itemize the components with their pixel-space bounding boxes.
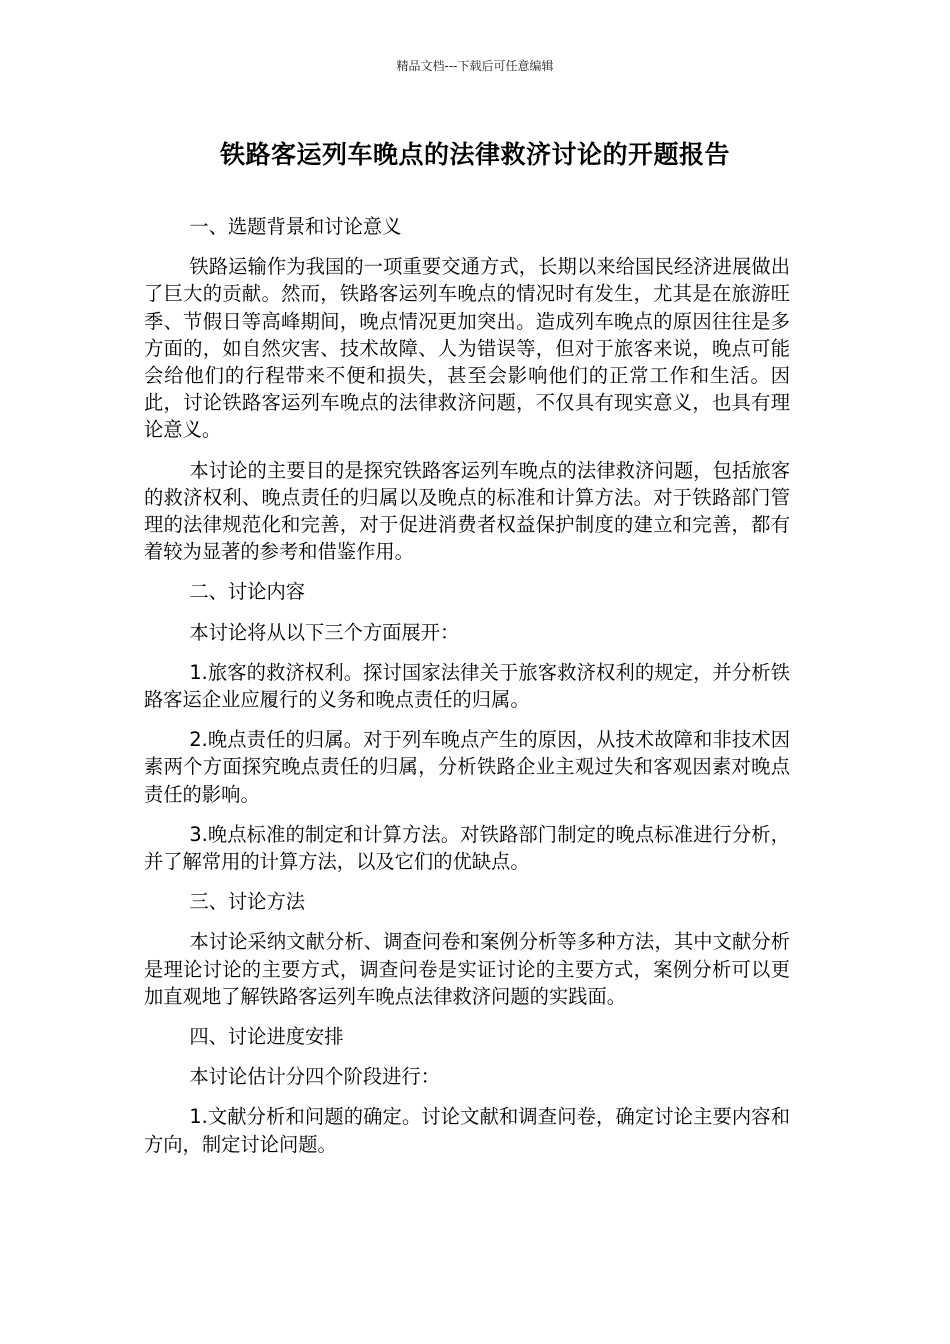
list-item-content-2: 2.晚点责任的归属。对于列车晚点产生的原因，从技术故障和非技术因素两个方面探究晚点责任的归属，分析铁路企业主观过失和客观因素对晚点责任的影响。 bbox=[144, 728, 790, 806]
document-body bbox=[144, 213, 790, 1171]
section-heading-content: 二、讨论内容 bbox=[189, 580, 306, 604]
list-item-content-1: 1.旅客的救济权利。探讨国家法律关于旅客救济权利的规定，并分析铁路客运企业应履行的义务和晚点责任的归属。 bbox=[144, 660, 790, 712]
paragraph-content-intro: 本讨论将从以下三个方面展开： bbox=[189, 620, 460, 644]
section-heading-method: 三、讨论方法 bbox=[189, 890, 306, 914]
header-note: 精品文档---下载后可任意编辑 bbox=[396, 59, 554, 73]
list-item-content-3: 3.晚点标准的制定和计算方法。对铁路部门制定的晚点标准进行分析，并了解常用的计算方法，以及它们的优缺点。 bbox=[144, 822, 790, 874]
section-heading-background: 一、选题背景和讨论意义 bbox=[189, 215, 402, 238]
section-heading-schedule: 四、讨论进度安排 bbox=[189, 1025, 344, 1049]
paragraph-schedule-intro: 本讨论估计分四个阶段进行： bbox=[189, 1065, 440, 1089]
list-item-schedule-1: 1.文献分析和问题的确定。讨论文献和调查问卷，确定讨论主要内容和方向，制定讨论问题。 bbox=[144, 1105, 790, 1156]
paragraph-background: 铁路运输作为我国的一项重要交通方式，长期以来给国民经济进展做出了巨大的贡献。然而，铁路客运列车晚点的情况时有发生，尤其是在旅游旺季、节假日等高峰期间，晚点情况更加突出。造成列车晚点的原因往往是多方面的，如自然灾害、技术故障、人为错误等，但对于旅客来说，晚点可能会给他们的行程带来不便和损失，甚至会影响他们的正常工作和生活。因此，讨论铁路客运列车晚点的法律救济问题，不仅具有现实意义，也具有理论意义。 bbox=[144, 255, 790, 442]
paragraph-purpose: 本讨论的主要目的是探究铁路客运列车晚点的法律救济问题，包括旅客的救济权利、晚点责任的归属以及晚点的标准和计算方法。对于铁路部门管理的法律规范化和完善，对于促进消费者权益保护制度的建立和完善，都有着较为显著的参考和借鉴作用。 bbox=[144, 458, 790, 564]
document-title: 铁路客运列车晚点的法律救济讨论的开题报告 bbox=[219, 140, 730, 169]
paragraph-method: 本讨论采纳文献分析、调查问卷和案例分析等多种方法，其中文献分析是理论讨论的主要方式，调查问卷是实证讨论的主要方式，案例分析可以更加直观地了解铁路客运列车晚点法律救济问题的实践面。 bbox=[144, 930, 790, 1008]
